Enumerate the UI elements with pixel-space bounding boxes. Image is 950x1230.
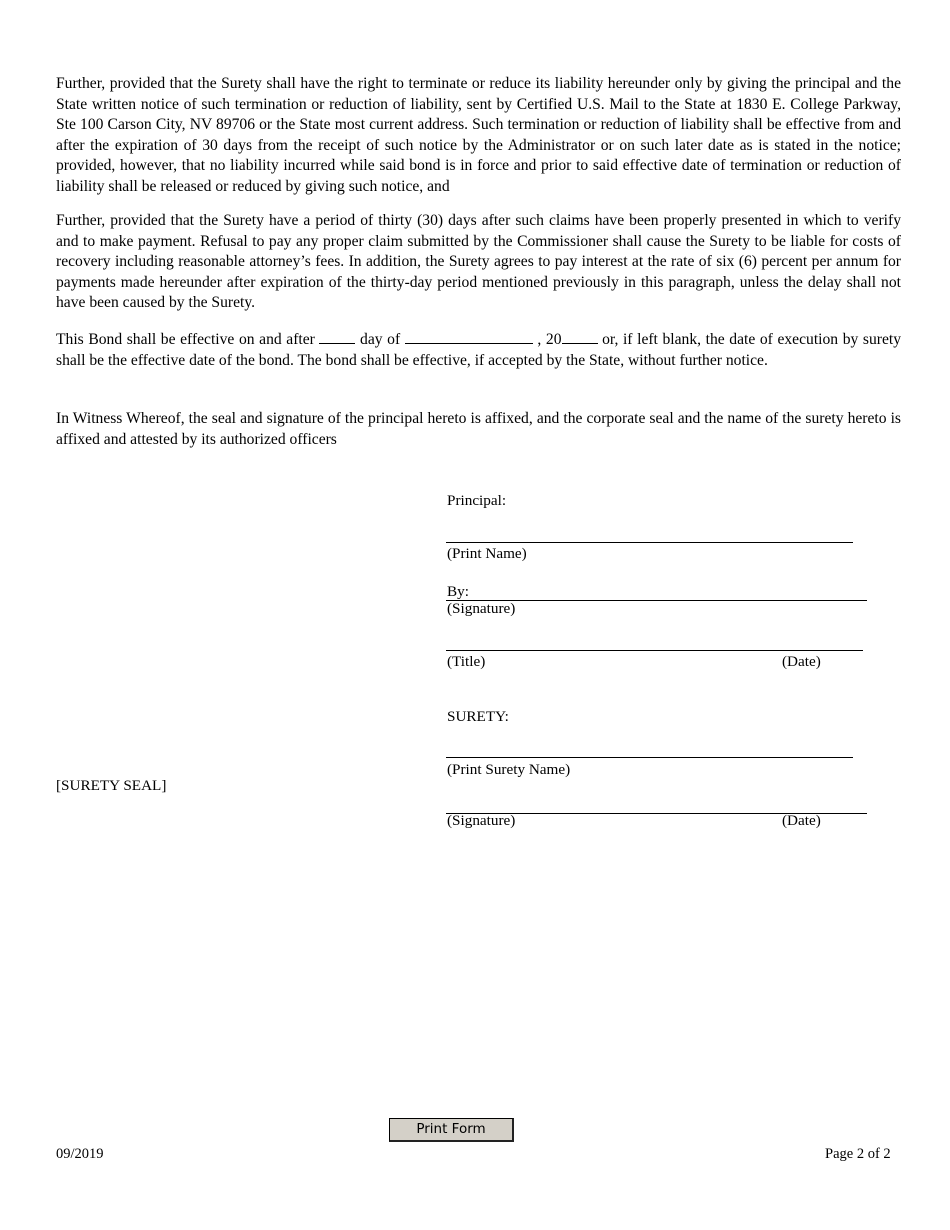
payment-paragraph: Further, provided that the Surety have a period of thirty (30) days after such claims have been properly presented in which to verify and to make payment. Refusal to pay any proper claim submitted by the Commissioner shall cause the Surety to be liable for costs of recovery including reasonable attorney’s fees. In addition, the Surety agrees to pay interest at the rate of six (6) percent per annum for payments made hereunder after expiration of the thirty-day period mentioned previously in this paragraph, unless the delay shall not have been caused by the Surety.	[56, 212, 901, 311]
surety-date-label: (Date)	[782, 812, 821, 829]
principal-signature-label: (Signature)	[447, 600, 516, 617]
title-label: (Title)	[447, 653, 486, 670]
print-name-label: (Print Name)	[447, 545, 527, 562]
effective-text-2: day of	[355, 331, 405, 348]
revision-date: 09/2019	[56, 1146, 104, 1162]
print-name-line[interactable]	[446, 542, 853, 543]
surety-signature-label: (Signature)	[447, 812, 516, 829]
effective-text-4: or, if left blank, the date of execution by surety shall be the effective date of the bond. The bond shall be effective, if accepted by the State, without further notice.	[56, 331, 901, 369]
principal-date-label: (Date)	[782, 653, 821, 670]
effective-year-field[interactable]	[562, 329, 598, 344]
print-form-button[interactable]: Print Form	[389, 1118, 514, 1142]
surety-seal-label: [SURETY SEAL]	[56, 777, 167, 794]
effective-day-field[interactable]	[319, 329, 355, 344]
title-date-line[interactable]	[446, 650, 863, 651]
effective-month-field[interactable]	[405, 329, 533, 344]
print-surety-name-label: (Print Surety Name)	[447, 761, 571, 778]
effective-text-3: , 20	[532, 331, 562, 348]
surety-name-line[interactable]	[446, 757, 853, 758]
effective-text-1: This Bond shall be effective on and after	[56, 331, 320, 348]
page-indicator	[825, 1145, 891, 1163]
page-word: Page	[825, 1146, 854, 1162]
witness-paragraph: In Witness Whereof, the seal and signature of the principal hereto is affixed, and the corporate seal and the name of the surety hereto is affixed and attested by its authorized officers	[56, 410, 901, 448]
principal-label: Principal:	[447, 492, 507, 509]
surety-label: SURETY:	[447, 708, 509, 725]
effective-date-paragraph	[56, 329, 901, 371]
page-number: 2	[856, 1146, 865, 1162]
page-total: of 2	[867, 1146, 891, 1162]
termination-paragraph: Further, provided that the Surety shall have the right to terminate or reduce its liability hereunder only by giving the principal and the State written notice of such termination or reduction of liability, sent by Certified U.S. Mail to the State at 1830 E. College Parkway, Ste 100 Carson City, NV 89706 or the State most current address. Such termination or reduction of liability shall be effective from and after the expiration of 30 days from the receipt of such notice by the Administrator or on such later date as is stated in the notice; provided, however, that no liability incurred while said bond is in force and prior to said effective date of termination or reduction of liability shall be released or reduced by giving such notice, and	[56, 75, 901, 195]
by-label: By:	[447, 583, 469, 600]
